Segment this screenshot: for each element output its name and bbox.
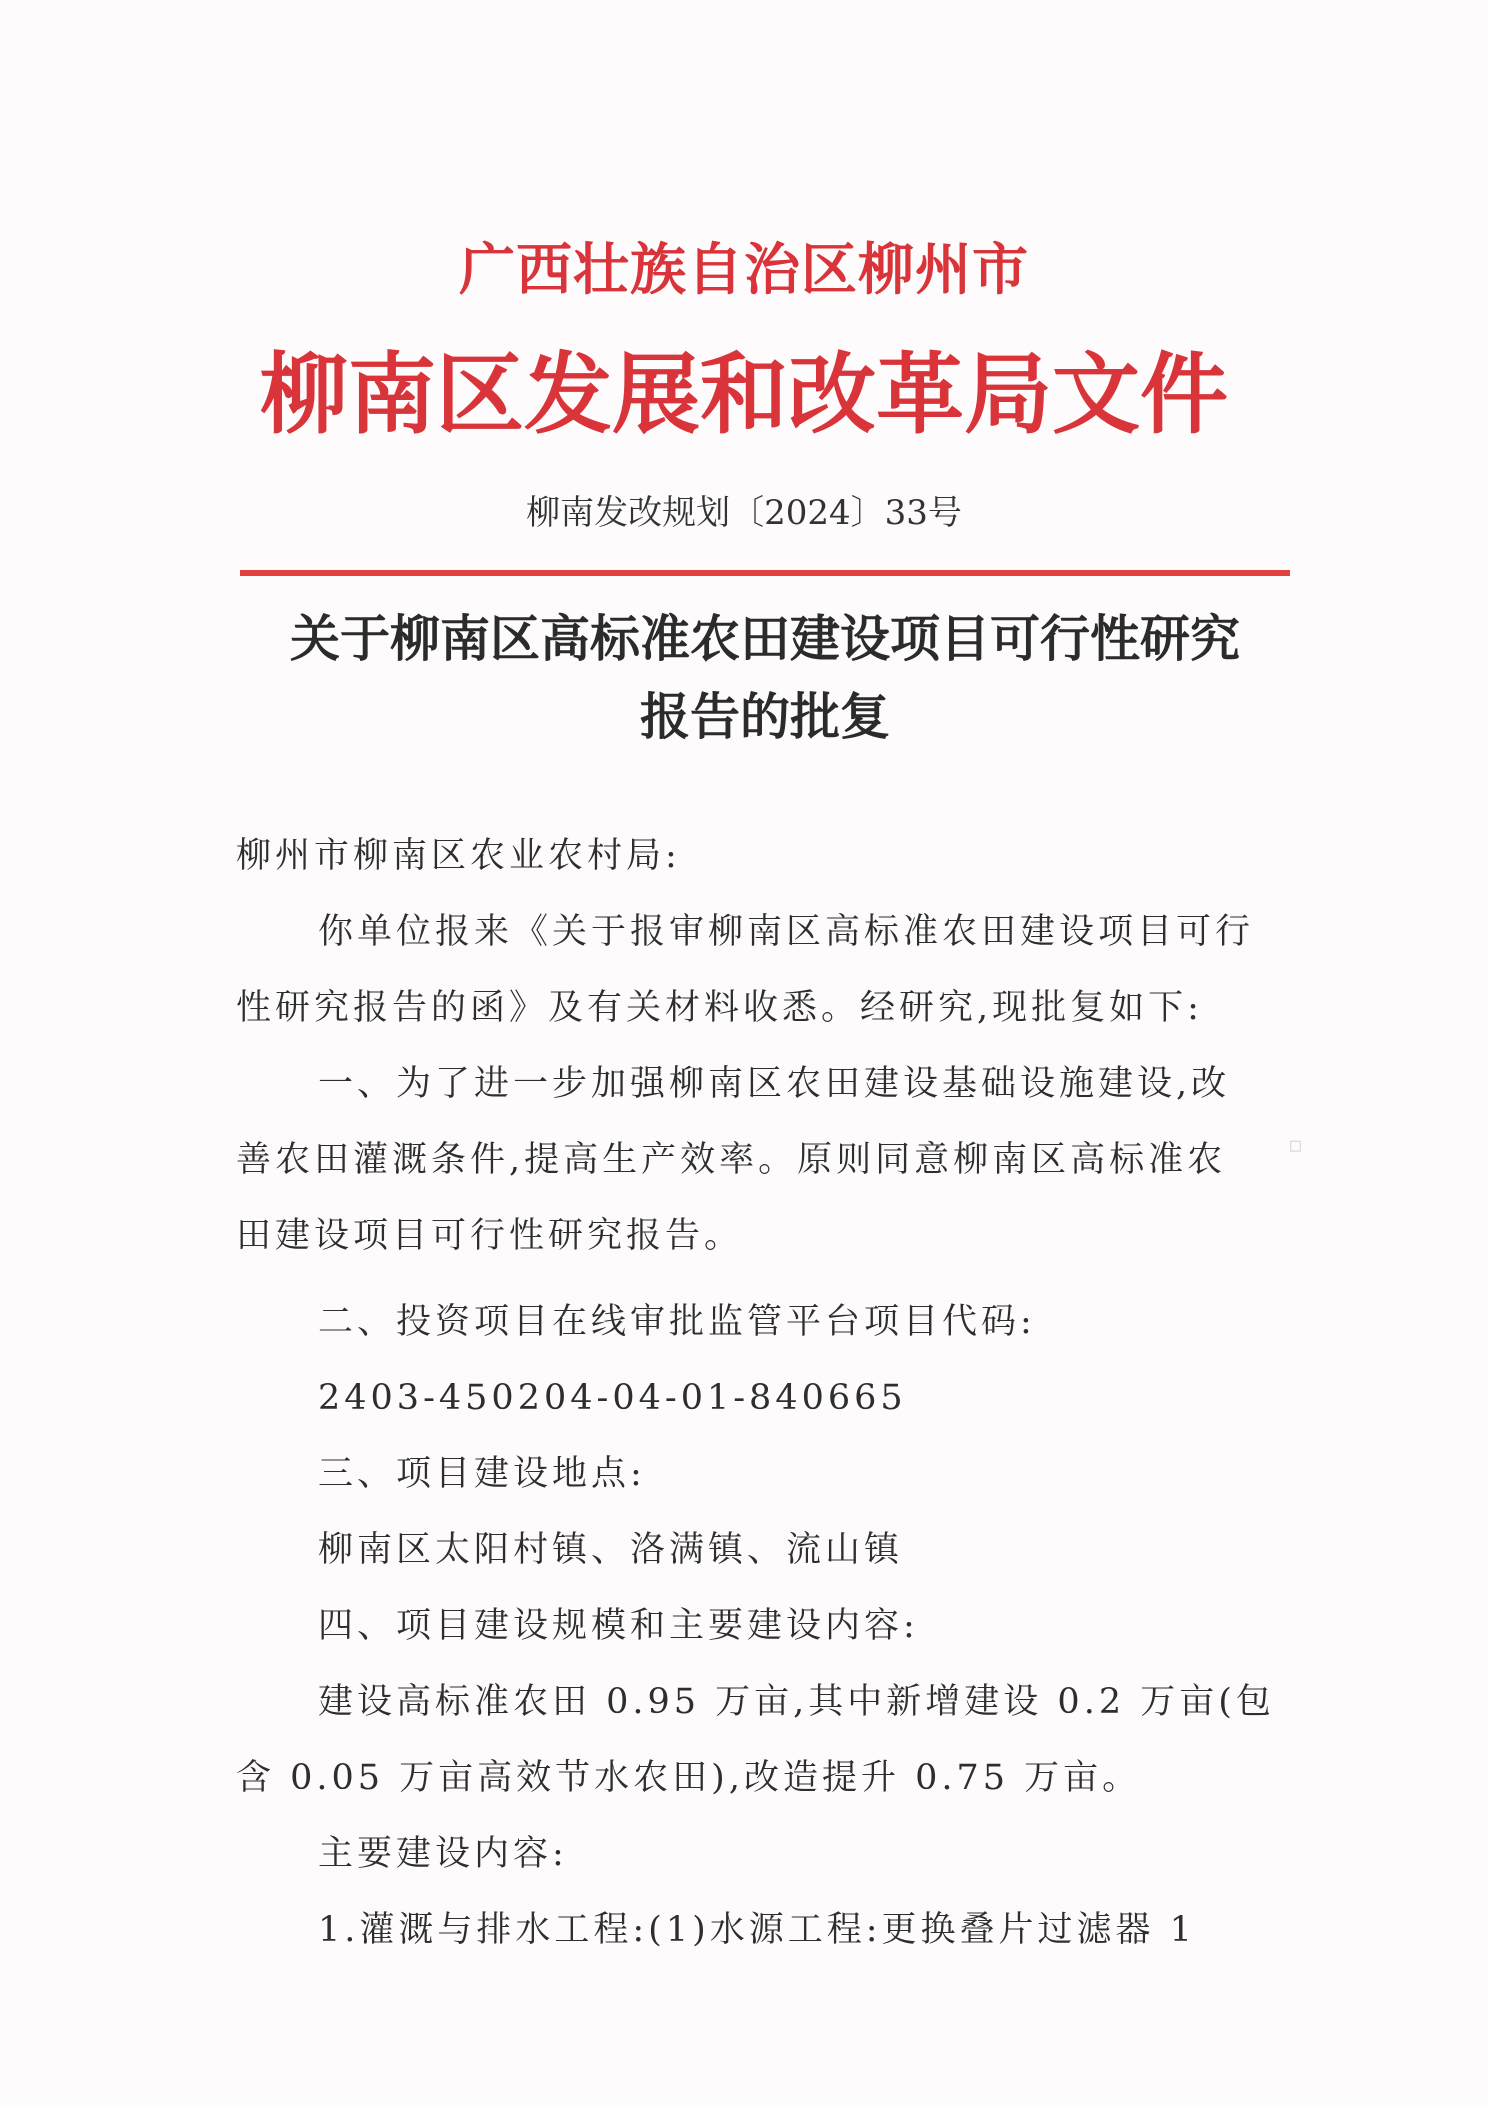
- document-number: 柳南发改规划〔2024〕33号: [526, 493, 962, 533]
- project-code: 2403-450204-04-01-840665: [318, 1378, 907, 1418]
- section-3-heading: 三、项目建设地点:: [318, 1454, 646, 1494]
- issuer-region: 广西壮族自治区柳州市: [459, 238, 1029, 303]
- paragraph-1-line-2: 性研究报告的函》及有关材料收悉。经研究,现批复如下:: [236, 988, 1203, 1028]
- faint-seal-mark-icon: ▫: [1288, 1133, 1303, 1158]
- salutation: 柳州市柳南区农业农村局:: [236, 836, 681, 876]
- issuer-agency-title: 柳南区发展和改革局文件: [259, 343, 1228, 446]
- paragraph-1-line-1: 你单位报来《关于报审柳南区高标准农田建设项目可行: [318, 912, 1255, 952]
- paragraph-2-line-1: 一、为了进一步加强柳南区农田建设基础设施建设,改: [318, 1064, 1231, 1104]
- project-location: 柳南区太阳村镇、洛满镇、流山镇: [318, 1530, 904, 1570]
- section-4-line-2: 含 0.05 万亩高效节水农田),改造提升 0.75 万亩。: [236, 1758, 1142, 1798]
- section-4-line-1: 建设高标准农田 0.95 万亩,其中新增建设 0.2 万亩(包: [318, 1682, 1275, 1722]
- red-divider-line: [240, 570, 1290, 576]
- document-title-line-2: 报告的批复: [640, 688, 890, 746]
- section-2-heading: 二、投资项目在线审批监管平台项目代码:: [318, 1302, 1036, 1342]
- main-content-heading: 主要建设内容:: [318, 1834, 568, 1874]
- section-4-heading: 四、项目建设规模和主要建设内容:: [318, 1606, 919, 1646]
- paragraph-2-line-3: 田建设项目可行性研究报告。: [236, 1216, 744, 1256]
- item-1: 1.灌溉与排水工程:(1)水源工程:更换叠片过滤器 1: [318, 1910, 1196, 1950]
- document-body: [236, 818, 1286, 1968]
- document-title: [200, 600, 1330, 756]
- document-title-line-1: 关于柳南区高标准农田建设项目可行性研究: [290, 610, 1240, 668]
- paragraph-2-line-2: 善农田灌溉条件,提高生产效率。原则同意柳南区高标准农: [236, 1140, 1227, 1180]
